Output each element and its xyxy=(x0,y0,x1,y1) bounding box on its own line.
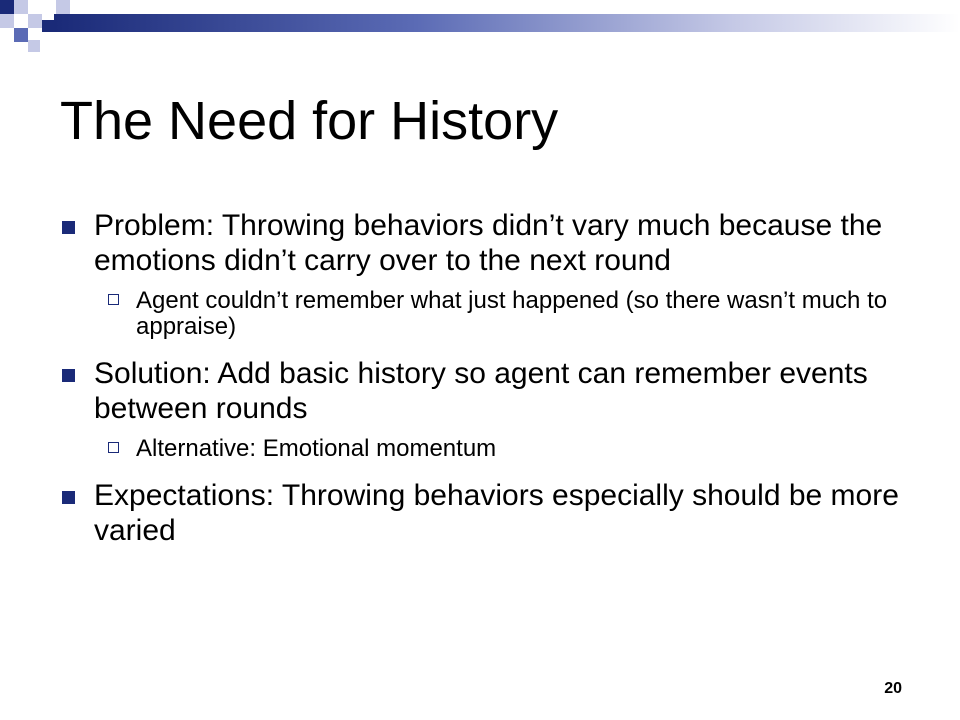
sub-bullet-item xyxy=(108,436,910,462)
square-bullet-icon xyxy=(62,369,75,382)
bullet-text: Solution: Add basic history so agent can remember events between rounds xyxy=(94,357,868,425)
square-bullet-icon xyxy=(62,491,75,504)
deco-square-light xyxy=(56,0,70,14)
page-number: 20 xyxy=(884,680,902,697)
deco-square-dark xyxy=(42,20,54,32)
deco-square-dark xyxy=(0,0,14,14)
hollow-square-bullet-icon xyxy=(108,294,119,305)
deco-square-light xyxy=(28,40,40,52)
hollow-square-bullet-icon xyxy=(108,442,119,453)
bullet-item xyxy=(60,356,910,426)
slide-body xyxy=(60,208,910,560)
bullet-item xyxy=(60,208,910,278)
deco-square-light xyxy=(0,14,14,28)
slide-title: The Need for History xyxy=(60,91,559,151)
deco-square-mid xyxy=(14,28,28,42)
header-decoration xyxy=(0,0,960,56)
sub-bullet-item xyxy=(108,288,910,340)
sub-bullet-text: Agent couldn’t remember what just happened (so there wasn’t much to appraise) xyxy=(136,287,888,340)
sub-bullet-text: Alternative: Emotional momentum xyxy=(136,435,497,462)
deco-square-light xyxy=(14,0,28,14)
bullet-text: Problem: Throwing behaviors didn’t vary much because the emotions didn’t carry over to the next round xyxy=(94,209,883,277)
bullet-item xyxy=(60,478,910,548)
bullet-text: Expectations: Throwing behaviors especially should be more varied xyxy=(94,479,899,547)
deco-square-light xyxy=(28,14,42,28)
header-gradient-bar xyxy=(54,14,960,32)
square-bullet-icon xyxy=(62,221,75,234)
